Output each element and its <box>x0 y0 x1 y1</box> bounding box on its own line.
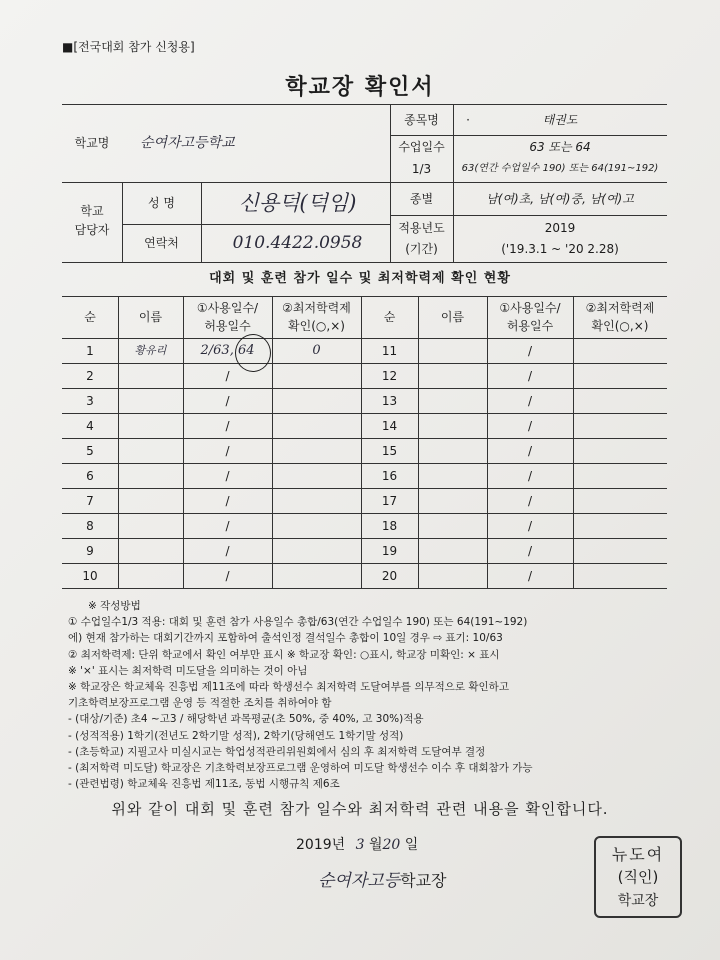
row-days: / <box>527 518 533 533</box>
row-no: 5 <box>86 443 94 458</box>
instruction-line: ② 최저학력제: 단위 학교에서 확인 여부만 표시 ※ 학교장 확인: ○표시, 학교장 미확인: × 표시 <box>68 648 500 661</box>
row-no: 14 <box>381 418 398 433</box>
row-days: / <box>225 468 230 483</box>
signature-date <box>296 834 418 854</box>
row-no: 3 <box>86 393 94 408</box>
event-label: 종목명 <box>404 112 439 127</box>
header-check-line2: 확인(○,×) <box>288 318 345 333</box>
row-days: / <box>527 543 533 558</box>
row-no: 8 <box>86 518 94 533</box>
event-value: 태권도 <box>542 112 578 127</box>
row-no: 20 <box>381 568 398 583</box>
seal-line-3: 학교장 <box>617 893 659 909</box>
instruction-line: - (대상/기준) 초4 ~고3 / 해당학년 과목평균(초 50%, 중 40%, 고 30%)적용 <box>68 713 424 726</box>
instruction-line: - (성적적용) 1학기(전년도 2학기말 성적), 2학기(당해연도 1학기말 성적) <box>68 729 404 742</box>
form-type-label: ■[전국대회 참가 신청용] <box>62 40 195 54</box>
date-month: 3 <box>355 837 365 853</box>
header-days-line1: ①사용일수/ <box>196 300 259 315</box>
principal-school-handwritten: 순여자고등 <box>318 871 401 891</box>
teacher-name-value: 신용덕(덕임) <box>238 191 357 216</box>
header-check-line1: ②최저학력제 <box>282 300 351 315</box>
row-check: 0 <box>312 342 321 358</box>
category-label: 종별 <box>409 191 434 206</box>
principal-title: 학교장 <box>400 871 447 890</box>
school-days-fraction: 1/3 <box>411 162 432 176</box>
instruction-line: - (관련법령) 학교체육 진흥법 제11조, 동법 시행규칙 제6조 <box>68 778 340 791</box>
row-no: 15 <box>381 443 398 458</box>
row-days: / <box>225 493 230 508</box>
seal-line-2: (직인) <box>617 868 659 886</box>
instruction-line: 에) 현재 참가하는 대회기간까지 포함하여 출석인정 결석일수 총합이 10일 경우 ⇨ 표기: 10/63 <box>68 632 503 645</box>
row-days: / <box>527 468 533 483</box>
school-days-value: 63 또는 64 <box>529 140 591 154</box>
row-days: / <box>527 568 533 583</box>
row-days: / <box>225 543 230 558</box>
teacher-label-2: 담당자 <box>74 222 110 237</box>
year-period-value: ('19.3.1 ~ '20 2.28) <box>501 241 619 256</box>
official-seal-stamp <box>594 836 682 918</box>
row-no: 7 <box>86 493 94 508</box>
row-no: 10 <box>82 568 98 583</box>
instruction-line: - (초등학교) 지필고사 미실시교는 학업성적관리위원회에서 심의 후 최저학력 도달여부 결정 <box>68 745 486 758</box>
status-section-title: 대회 및 훈련 참가 일수 및 최저학력제 확인 현황 <box>209 271 511 286</box>
date-month-unit: 월 <box>368 837 383 853</box>
category-value: 남(여)초, 남(여)중, 남(여)고 <box>486 191 634 206</box>
header-days-right-line2: 허용일수 <box>506 318 554 333</box>
row-days: / <box>527 393 533 408</box>
date-year: 2019년 <box>296 837 346 853</box>
instruction-line: - (최저학력 미도달) 학교장은 기초학력보장프로그램 운영하여 미도달 학생선수 이수 후 대회참가 가능 <box>68 762 533 775</box>
row-no: 2 <box>86 368 94 383</box>
row-days: / <box>225 443 230 458</box>
row-days: 2/63, 64 <box>200 342 255 358</box>
instruction-line: ※ '×' 표시는 최저학력 미도달을 의미하는 것이 아님 <box>68 664 308 677</box>
seal-line-1: 뉴도여 <box>611 845 665 864</box>
document-title: 학교장 확인서 <box>285 75 435 100</box>
row-no: 16 <box>381 468 398 483</box>
row-days: / <box>527 418 533 433</box>
row-no: 19 <box>381 543 398 558</box>
row-no: 4 <box>86 418 94 433</box>
row-days: / <box>527 368 533 383</box>
header-no: 순 <box>84 310 96 324</box>
instructions-heading: ※ 작성방법 <box>88 600 141 612</box>
date-day: 20 <box>382 837 401 853</box>
row-no: 1 <box>86 343 94 358</box>
header-days-line2: 허용일수 <box>204 318 251 333</box>
teacher-phone-value: 010.4422.0958 <box>232 232 363 253</box>
teacher-label-1: 학교 <box>80 203 104 218</box>
row-days: / <box>225 568 230 583</box>
instructions <box>68 598 533 792</box>
teacher-name-label: 성 명 <box>148 196 175 210</box>
confirmation-statement: 위와 같이 대회 및 훈련 참가 일수와 최저학력 관련 내용을 확인합니다. <box>111 800 609 818</box>
row-no: 12 <box>381 368 398 383</box>
school-days-label: 수업일수 <box>398 140 445 154</box>
date-day-unit: 일 <box>404 837 419 853</box>
school-days-detail: 63(연간 수업일수 190) 또는 64(191~192) <box>461 163 659 175</box>
instruction-line: 기초학력보장프로그램 운영 등 적절한 조치를 취하여야 함 <box>68 697 332 710</box>
principal-signature <box>318 866 447 891</box>
row-days: / <box>527 493 533 508</box>
year-value: 2019 <box>544 220 576 235</box>
header-days-right-line1: ①사용일수/ <box>499 300 561 315</box>
school-name-label: 학교명 <box>74 136 110 150</box>
row-no: 6 <box>86 468 94 483</box>
year-label: 적용년도 <box>398 220 445 235</box>
teacher-phone-label: 연락처 <box>144 236 179 250</box>
instruction-line: ① 수업일수1/3 적용: 대회 및 훈련 참가 사용일수 총합/63(연간 수업일수 190) 또는 64(191~192) <box>68 616 528 629</box>
row-days: / <box>527 343 533 358</box>
row-no: 11 <box>381 343 398 358</box>
row-no: 17 <box>381 493 398 508</box>
school-name-value: 순여자고등학교 <box>140 134 235 151</box>
header-check-right-line1: ②최저학력제 <box>585 300 655 315</box>
row-days: / <box>225 518 230 533</box>
instruction-line: ※ 학교장은 학교체육 진흥법 제11조에 따라 학생선수 최저학력 도달여부를 의무적으로 확인하고 <box>68 681 509 694</box>
row-days: / <box>225 418 230 433</box>
header-name: 이름 <box>138 310 163 324</box>
row-no: 18 <box>381 518 398 533</box>
row-name: 황유리 <box>134 344 167 358</box>
header-check-right-line2: 확인(○,×) <box>591 318 649 333</box>
row-no: 9 <box>86 543 94 558</box>
row-days: / <box>527 443 533 458</box>
row-days: / <box>225 393 230 408</box>
header-no-right: 순 <box>383 310 396 324</box>
event-dot: · <box>466 112 470 127</box>
row-days: / <box>225 368 230 383</box>
row-no: 13 <box>381 393 398 408</box>
header-name-right: 이름 <box>440 310 465 324</box>
year-period-label: (기간) <box>405 241 438 256</box>
